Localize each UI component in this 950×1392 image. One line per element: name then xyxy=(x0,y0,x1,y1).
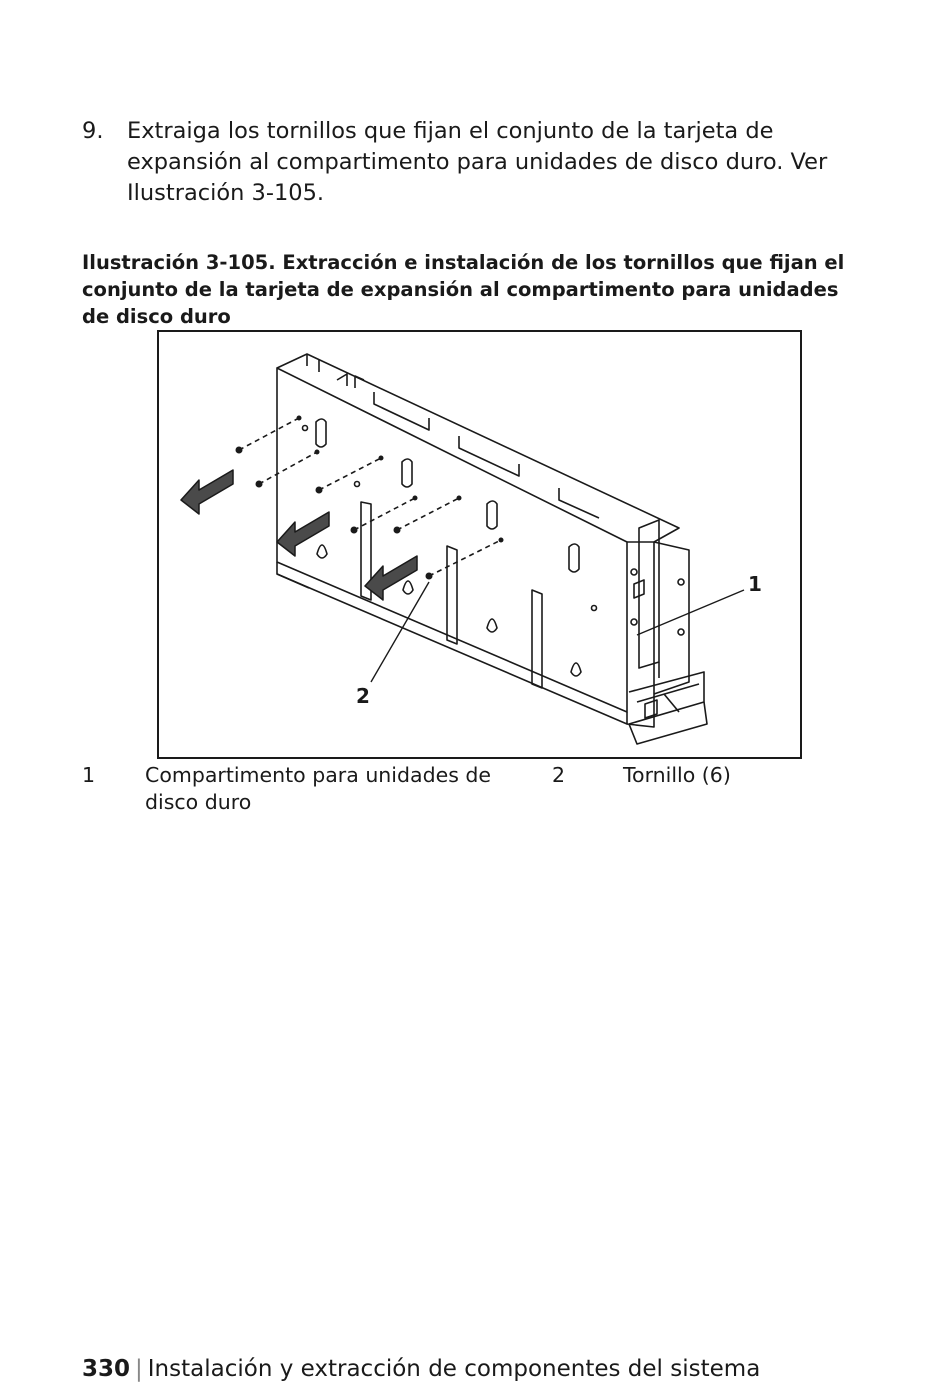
figure-caption: Ilustración 3-105. Extracción e instalación de los tornillos que fijan el conjunto de la tarjeta de expansión al compartimento para unidades de disco duro xyxy=(82,251,845,328)
section-title: Instalación y extracción de componentes del sistema xyxy=(147,1356,761,1382)
step-9 xyxy=(82,116,872,209)
footer-separator: | xyxy=(135,1356,143,1382)
step-text: Extraiga los tornillos que fijan el conjunto de la tarjeta de expansión al compartimento para unidades de disco duro. Ver Ilustración 3-105. xyxy=(127,118,828,206)
legend-num-2: 2 xyxy=(552,763,566,787)
callout-1: 1 xyxy=(748,572,762,596)
figure-illustration xyxy=(157,330,802,759)
legend-label-1: Compartimento para unidades de disco duro xyxy=(145,763,492,814)
legend-label-2: Tornillo (6) xyxy=(623,763,731,787)
page-footer xyxy=(82,1353,760,1385)
callout-2: 2 xyxy=(356,684,370,708)
page-number: 330 xyxy=(82,1356,131,1382)
hard-drive-bay-drawing xyxy=(159,332,800,757)
legend-num-1: 1 xyxy=(82,763,96,787)
step-number: 9. xyxy=(82,118,104,144)
